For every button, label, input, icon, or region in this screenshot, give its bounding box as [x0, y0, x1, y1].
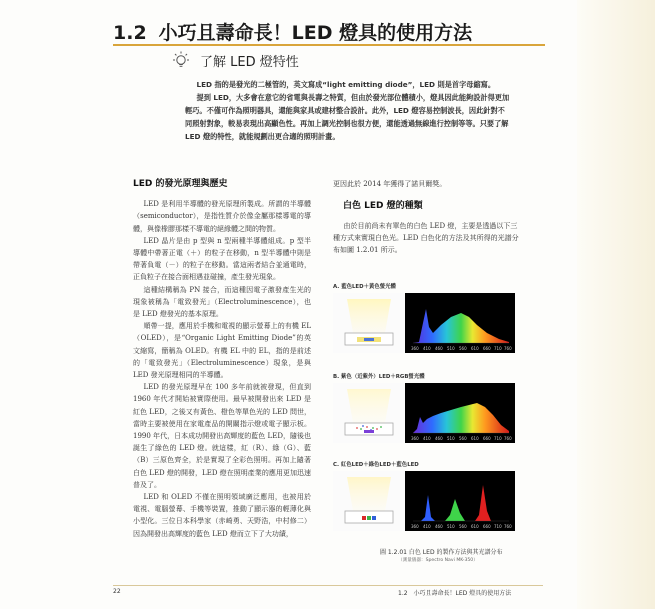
body-paragraph: LED 晶片是由 p 型與 n 型兩種半導體組成。p 型半導體中帶著正電（＋）的粒子在移動，n 型半導體中則是帶著負電（－）的粒子在移動。當這兩者結合並通電時，正負粒子在接合面相遇並碰撞，產生發光現象。 — [133, 236, 311, 282]
axis-tick: 460 — [435, 436, 443, 441]
footer-rule — [113, 585, 543, 586]
axis-tick: 510 — [447, 346, 455, 351]
title-underline — [113, 44, 545, 46]
led-lamp-illustration — [333, 293, 405, 353]
figure-caption: 圖 1.2.01 白色 LED 的製作方法與其光譜分布 — [380, 549, 503, 556]
figure-panel-c — [333, 471, 515, 531]
spectrum-chart-b — [405, 383, 515, 443]
led-lamp-illustration — [333, 383, 405, 443]
axis-tick: 460 — [435, 346, 443, 351]
axis-tick: 410 — [423, 346, 431, 351]
axis-tick: 360 — [411, 524, 419, 529]
axis-tick: 360 — [411, 436, 419, 441]
continued-text: 更因此於 2014 年獲得了諾貝爾獎。 — [333, 180, 447, 188]
axis-tick: 760 — [504, 524, 512, 529]
right-heading: 白色 LED 燈的種類 — [343, 201, 423, 211]
chapter-number: 1.2 — [113, 22, 147, 44]
body-paragraph: LED 的發光原理早在 100 多年前就被發現，但直到 1960 年代才開始被實際使用。最早被開發出來 LED 是紅色 LED，之後又有黃色、橙色等單色光的 LED 問世，當時主要被使用在家電產品的開關指示燈或電子顯示板。1990 年代，日本成功開發出高輝度的藍色 LED，隨後也誕生了綠色的 LED 燈。就這樣，紅（R）、綠（G）、藍（B）三原色齊全，於是實現了全彩色照明。再加上隨著白色 LED 燈的開發，LED 燈在照明產業的應用更加迅速普及了。 — [133, 383, 311, 489]
intro-paragraph: LED 指的是發光的二極管的，英文寫成“light emitting diode”，LED 則是首字母縮寫。 — [196, 80, 496, 89]
axis-tick: 610 — [471, 524, 479, 529]
left-column — [133, 178, 311, 540]
figure-source: （測量儀器：Spectro Navi MK-350） — [398, 558, 478, 563]
axis-tick: 760 — [504, 436, 512, 441]
intro-paragraph: 提到 LED，大多會在意它的省電與長壽之特質，但由於發光部位體積小，燈具因此能夠設計得更加輕巧。不僅可作為照明器具，還能與家具或建材整合設計。此外，LED 燈容易控制波長，因此針對不同照射對象，較易表現出高顯色性。再加上調光控制也很方便，還能透過無線進行控制等等。只要了解 LED 燈的特性，就能規劃出更合適的照明計畫。 — [185, 93, 510, 141]
axis-tick: 510 — [447, 436, 455, 441]
body-paragraph: LED 和 OLED 不僅在照明領域廣泛應用，也被用於電視、電腦螢幕、手機等裝置，推動了顯示器的輕薄化與小型化。三位日本科學家（赤崎勇、天野浩，中村修二）因為開發出高輝度的藍色 LED 燈而立下了大功績， — [133, 493, 311, 538]
axis-tick: 560 — [459, 346, 467, 351]
body-paragraph: 這種結構稱為 PN 接合，而這種因電子激發產生光的現象被稱為「電致發光」（Electroluminescence），也是 LED 燈發光的基本原理。 — [133, 285, 311, 319]
figure-panel-b — [333, 383, 515, 443]
figure-label-b: B. 紫色（近紫外）LED＋RGB螢光體 — [333, 374, 425, 380]
body-paragraph: 順帶一提，應用於手機和電視的顯示螢幕上的有機 EL（OLED），是“Organic Light Emitting Diode”的英文縮寫，簡稱為 OLED。有機 EL 中的 EL，指的是前述的「電致發光」（Electroluminescence）現象，是與 LED 發光原理相同的半導體。 — [133, 322, 311, 380]
axis-tick: 610 — [471, 346, 479, 351]
led-lamp-illustration — [333, 471, 405, 531]
axis-tick: 560 — [459, 436, 467, 441]
spectrum-chart-c — [405, 471, 515, 531]
figure-label-c: C. 紅色LED＋綠色LED＋藍色LED — [333, 462, 419, 468]
figure-panel-a — [333, 293, 515, 353]
axis-tick: 660 — [483, 346, 491, 351]
right-column — [333, 178, 523, 256]
lightbulb-icon — [170, 50, 192, 72]
axis-tick: 660 — [483, 436, 491, 441]
section-heading: 了解 LED 燈特性 — [200, 55, 299, 70]
spectrum-chart-a — [405, 293, 515, 353]
axis-tick: 410 — [423, 524, 431, 529]
figure-label-a: A. 藍色LED＋黃色螢光體 — [333, 284, 396, 290]
chapter-title — [113, 18, 472, 45]
page-number: 22 — [113, 588, 121, 595]
axis-tick: 560 — [459, 524, 467, 529]
page-edge-band — [577, 0, 655, 609]
axis-tick: 710 — [494, 524, 502, 529]
axis-tick: 710 — [494, 346, 502, 351]
axis-tick: 460 — [435, 524, 443, 529]
intro-text — [185, 78, 510, 143]
axis-tick: 760 — [504, 346, 512, 351]
axis-tick: 610 — [471, 436, 479, 441]
chapter-title-text: 小巧且壽命長！LED 燈具的使用方法 — [158, 22, 473, 44]
axis-tick: 660 — [483, 524, 491, 529]
left-heading: LED 的發光原理與歷史 — [133, 179, 228, 189]
axis-tick: 410 — [423, 436, 431, 441]
axis-tick: 510 — [447, 524, 455, 529]
running-footer: 1.2 小巧且壽命長！LED 燈具的使用方法 — [398, 590, 512, 597]
body-paragraph: LED 是利用半導體的發光原理所製成。所謂的半導體（semiconductor），是指性質介於像金屬那樣導電的導體，與像橡膠那樣不導電的絕緣體之間的物質。 — [133, 200, 311, 233]
body-paragraph: 由於目前尚未有單色的白色 LED 燈，主要是透過以下三種方式來實現白色光。LED 白色化的方法及其所得的光譜分布如圖 1.2.01 所示。 — [333, 222, 519, 254]
axis-tick: 360 — [411, 346, 419, 351]
axis-tick: 710 — [494, 436, 502, 441]
